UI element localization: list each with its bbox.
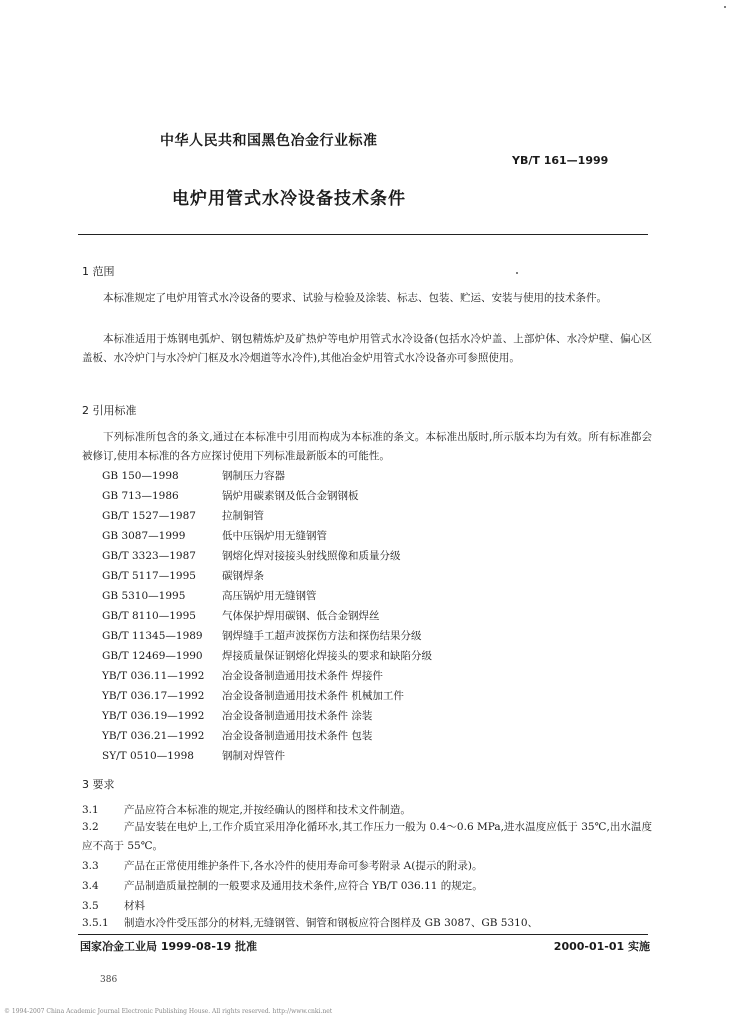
- section-1-para-2: 本标准适用于炼钢电弧炉、钢包精炼炉及矿热炉等电炉用管式水冷设备(包括水冷炉盖、上部炉体、水冷炉壁、偏心区盖板、水冷炉门与水冷炉门框及水冷烟道等水冷件),其他冶金炉用管式水冷设备亦可参照使用。: [82, 333, 652, 364]
- reference-item: [102, 468, 285, 483]
- scan-speck: [724, 6, 726, 8]
- reference-title: 低中压锅炉用无缝钢管: [222, 530, 327, 542]
- requirement-item: [82, 915, 538, 930]
- reference-code: YB/T 036.21—1992: [102, 730, 205, 742]
- reference-item: [102, 588, 317, 603]
- approval-date: 国家冶金工业局 1999-08-19 批准: [80, 940, 258, 953]
- reference-item: [102, 608, 380, 623]
- standard-number: YB/T 161—1999: [512, 154, 609, 167]
- clause-text: 材料: [124, 900, 145, 912]
- reference-code: YB/T 036.11—1992: [102, 670, 205, 682]
- reference-title: 冶金设备制造通用技术条件 涂装: [222, 710, 373, 722]
- reference-item: [102, 648, 432, 663]
- reference-code: GB 3087—1999: [102, 530, 186, 542]
- reference-title: 冶金设备制造通用技术条件 包装: [222, 730, 373, 742]
- reference-code: SY/T 0510—1998: [102, 750, 194, 762]
- reference-title: 冶金设备制造通用技术条件 机械加工件: [222, 690, 404, 702]
- reference-title: 钢熔化焊对接接头射线照像和质量分级: [222, 550, 401, 562]
- reference-title: 碳钢焊条: [222, 570, 264, 582]
- reference-item: [102, 668, 383, 683]
- clause-text: 产品应符合本标准的规定,并按经确认的图样和技术文件制造。: [124, 804, 411, 816]
- clause-text: 产品安装在电炉上,工作介质宜采用净化循环水,其工作压力一般为 0.4～0.6 MPa,进水温度应低于 35℃,出水温度应不高于 55℃。: [82, 821, 652, 852]
- reference-title: 气体保护焊用碳钢、低合金钢焊丝: [222, 610, 380, 622]
- section-2-intro: 下列标准所包含的条文,通过在本标准中引用而构成为本标准的条文。本标准出版时,所示版本均为有效。所有标准都会被修订,使用本标准的各方应探讨使用下列标准最新版本的可能性。: [82, 431, 652, 462]
- requirement-item: [82, 898, 145, 913]
- implementation-date: 2000-01-01 实施: [553, 940, 650, 953]
- reference-item: [102, 548, 401, 563]
- reference-item: [102, 488, 359, 503]
- reference-title: 冶金设备制造通用技术条件 焊接件: [222, 670, 383, 682]
- reference-code: GB 713—1986: [102, 490, 179, 502]
- clause-text: 产品制造质量控制的一般要求及通用技术条件,应符合 YB/T 036.11 的规定。: [124, 880, 483, 892]
- reference-item: [102, 628, 422, 643]
- reference-title: 锅炉用碳素钢及低合金钢钢板: [222, 490, 359, 502]
- reference-item: [102, 748, 285, 763]
- reference-title: 钢焊缝手工超声波探伤方法和探伤结果分级: [222, 630, 422, 642]
- clause-number: 3.1: [82, 804, 99, 816]
- reference-code: GB/T 1527—1987: [102, 510, 196, 522]
- reference-code: GB 5310—1995: [102, 590, 186, 602]
- reference-code: GB/T 11345—1989: [102, 630, 203, 642]
- section-3-heading: 3 要求: [82, 778, 115, 791]
- reference-item: [102, 528, 327, 543]
- reference-code: YB/T 036.17—1992: [102, 690, 205, 702]
- issuing-organization: 中华人民共和国黑色冶金行业标准: [160, 133, 378, 149]
- reference-title: 钢制压力容器: [222, 470, 285, 482]
- clause-text: 制造水冷件受压部分的材料,无缝钢管、铜管和钢板应符合图样及 GB 3087、GB 5310、: [124, 917, 539, 929]
- reference-title: 高压锅炉用无缝钢管: [222, 590, 317, 602]
- reference-code: GB/T 8110—1995: [102, 610, 196, 622]
- requirement-item: [82, 858, 482, 873]
- reference-item: [102, 728, 372, 743]
- clause-number: 3.5.1: [82, 917, 109, 929]
- reference-title: 拉制铜管: [222, 510, 264, 522]
- document-title: 电炉用管式水冷设备技术条件: [172, 189, 406, 209]
- clause-number: 3.4: [82, 880, 99, 892]
- clause-number: 3.5: [82, 900, 99, 912]
- reference-item: [102, 508, 264, 523]
- reference-code: GB 150—1998: [102, 470, 179, 482]
- reference-item: [102, 688, 404, 703]
- section-1-para-1: 本标准规定了电炉用管式水冷设备的要求、试验与检验及涂装、标志、包装、贮运、安装与使用的技术条件。: [103, 292, 607, 304]
- reference-code: GB/T 12469—1990: [102, 650, 203, 662]
- requirement-item: [82, 878, 483, 893]
- reference-item: [102, 568, 264, 583]
- reference-title: 焊接质量保证钢熔化焊接头的要求和缺陷分级: [222, 650, 432, 662]
- clause-number: 3.3: [82, 860, 99, 872]
- reference-code: GB/T 5117—1995: [102, 570, 196, 582]
- scan-speck: [516, 272, 518, 274]
- reference-code: GB/T 3323—1987: [102, 550, 196, 562]
- header-divider: [78, 234, 648, 235]
- reference-item: [102, 708, 372, 723]
- clause-number: 3.2: [82, 821, 99, 833]
- reference-title: 钢制对焊管件: [222, 750, 285, 762]
- section-2-heading: 2 引用标准: [82, 404, 137, 417]
- page-number: 386: [100, 975, 118, 985]
- section-1-heading: 1 范围: [82, 265, 115, 278]
- requirement-item: [82, 818, 652, 856]
- clause-text: 产品在正常使用维护条件下,各水冷件的使用寿命可参考附录 A(提示的附录)。: [124, 860, 483, 872]
- copyright-notice: © 1994-2007 China Academic Journal Electronic Publishing House. All rights reserved. http://www.cnki.net: [4, 1008, 333, 1015]
- requirement-item: [82, 802, 411, 817]
- reference-code: YB/T 036.19—1992: [102, 710, 205, 722]
- footer-divider: [78, 934, 648, 935]
